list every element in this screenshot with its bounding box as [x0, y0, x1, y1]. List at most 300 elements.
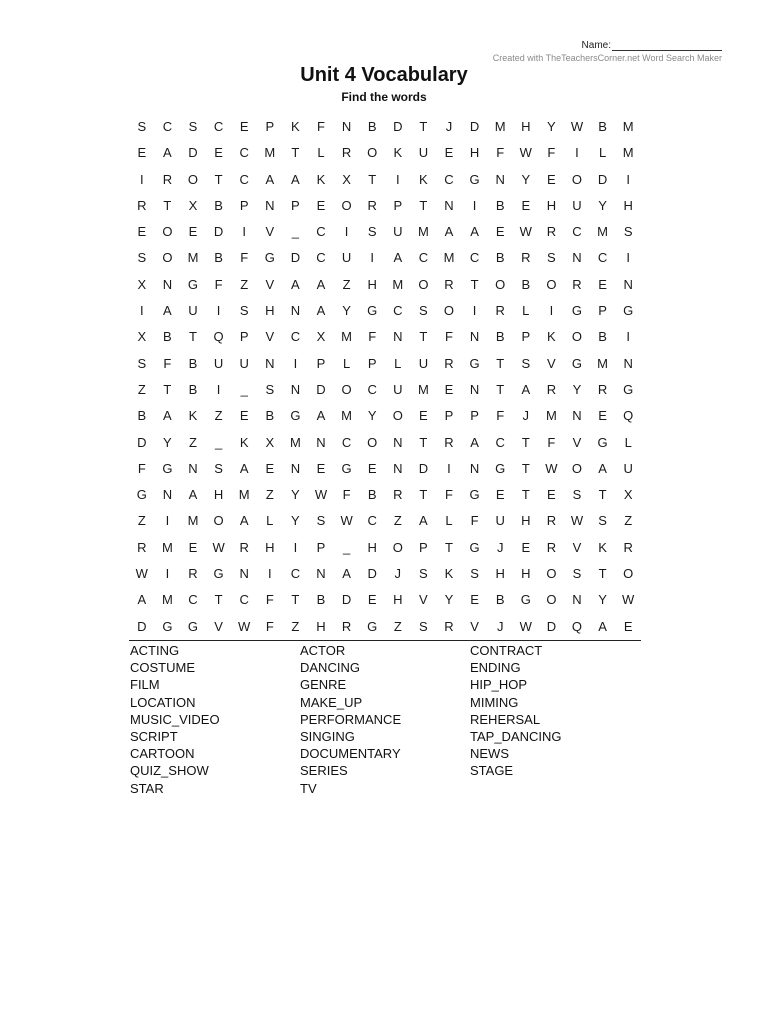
grid-letter: R [137, 197, 147, 213]
grid-letter: P [239, 329, 249, 345]
grid-letter: V [265, 329, 275, 345]
grid-letter: K [188, 408, 198, 424]
grid-letter: Z [214, 408, 223, 424]
grid-letter: G [469, 487, 480, 503]
grid-letter: N [393, 460, 403, 476]
grid-letter: G [469, 171, 480, 187]
grid-letter: H [623, 197, 633, 213]
grid-letter: C [239, 145, 249, 161]
grid-letter: E [598, 276, 607, 292]
grid-letter: F [496, 145, 505, 161]
word-list-item: MAKE_UP [300, 694, 363, 710]
grid-letter: B [214, 197, 223, 213]
grid-letter: E [239, 408, 249, 424]
grid-letter: R [623, 539, 633, 555]
grid-letter: Z [393, 513, 402, 529]
grid-letter: R [162, 171, 173, 187]
grid-letter: M [161, 539, 173, 555]
grid-letter: K [444, 566, 454, 582]
grid-letter: M [443, 250, 455, 266]
grid-letter: N [290, 303, 301, 319]
grid-letter: N [623, 355, 633, 371]
grid-letter: B [367, 119, 377, 134]
grid-letter: A [470, 224, 479, 240]
grid-letter: D [137, 434, 147, 450]
grid-letter: F [137, 460, 146, 476]
grid-letter: S [547, 250, 556, 266]
grid-letter: M [392, 276, 404, 292]
grid-letter: I [575, 145, 579, 161]
grid-letter: F [445, 487, 453, 503]
grid-letter: R [341, 618, 352, 634]
grid-letter: T [496, 355, 505, 371]
grid-letter: W [519, 224, 532, 240]
grid-letter: R [444, 434, 454, 450]
grid-letter: H [546, 197, 557, 213]
grid-letter: C [341, 434, 352, 450]
grid-letter: D [290, 250, 301, 266]
grid-letter: S [598, 513, 607, 529]
grid-letter: M [597, 224, 609, 240]
grid-letter: H [213, 487, 224, 503]
grid-letter: _ [240, 381, 248, 397]
grid-letter: K [598, 539, 607, 555]
grid-letter: V [572, 539, 582, 555]
grid-letter: A [342, 566, 351, 582]
grid-letter: S [239, 303, 249, 319]
grid-letter: T [521, 434, 530, 450]
grid-letter: C [469, 250, 480, 266]
grid-letter: I [626, 250, 630, 266]
word-list-item: COSTUME [130, 660, 195, 676]
grid-letter: I [139, 303, 144, 319]
grid-letter: O [341, 381, 352, 397]
grid-letter: C [290, 329, 301, 345]
grid-letter: A [291, 171, 300, 187]
grid-letter: S [470, 566, 479, 582]
grid-letter: H [265, 303, 275, 319]
grid-letter: G [520, 592, 531, 608]
grid-letter: R [597, 381, 608, 397]
grid-letter: T [163, 381, 172, 397]
word-list-item: DANCING [300, 660, 360, 676]
grid-letter: I [447, 460, 451, 476]
grid-letter: G [597, 434, 608, 450]
grid-letter: R [572, 276, 582, 292]
grid-letter: H [367, 539, 377, 555]
grid-letter: T [291, 145, 300, 161]
grid-letter: R [367, 197, 377, 213]
grid-letter: B [495, 329, 505, 345]
grid-letter: U [213, 355, 224, 371]
grid-letter: H [521, 513, 531, 529]
word-list-item: FILM [130, 677, 160, 693]
grid-letter: K [291, 119, 300, 134]
grid-letter: G [213, 566, 224, 582]
grid-letter: N [188, 460, 198, 476]
grid-letter: G [264, 250, 275, 266]
grid-letter: S [137, 119, 147, 134]
grid-letter: S [572, 487, 582, 503]
grid-letter: T [445, 539, 453, 555]
grid-letter: J [394, 566, 402, 582]
grid-letter: L [317, 145, 325, 161]
letter-grid [129, 114, 641, 640]
grid-letter: O [546, 592, 557, 608]
grid-letter: U [495, 513, 505, 529]
grid-letter: A [598, 460, 607, 476]
grid-letter: I [395, 171, 400, 187]
grid-letter: Y [598, 197, 607, 213]
grid-letter: Q [213, 329, 224, 345]
grid-letter: B [598, 119, 607, 134]
grid-letter: R [444, 276, 454, 292]
grid-letter: D [469, 119, 480, 134]
grid-letter: M [161, 592, 173, 608]
grid-letter: I [293, 539, 298, 555]
grid-letter: H [469, 145, 480, 161]
grid-letter: A [316, 303, 326, 319]
grid-letter: O [392, 539, 403, 555]
grid-letter: P [444, 408, 454, 424]
grid-letter: E [188, 224, 198, 240]
page-title: Unit 4 Vocabulary [300, 64, 468, 86]
grid-letter: C [367, 513, 377, 529]
name-label: Name: [581, 40, 611, 51]
grid-letter: R [546, 513, 557, 529]
grid-letter: R [444, 618, 454, 634]
grid-letter: I [293, 355, 298, 371]
word-list-item: ACTOR [300, 643, 346, 658]
word-list-item: ACTING [130, 643, 180, 658]
grid-letter: V [214, 618, 223, 634]
grid-letter: F [368, 329, 377, 345]
credit-line: Created with TheTeachersCorner.net Word Search Maker [492, 53, 722, 63]
grid-letter: W [519, 145, 532, 161]
grid-letter: K [393, 145, 403, 161]
grid-letter: G [136, 487, 147, 503]
grid-letter: J [496, 618, 504, 634]
grid-letter: S [419, 303, 428, 319]
grid-letter: E [547, 171, 556, 187]
grid-letter: R [546, 381, 557, 397]
grid-letter: N [239, 566, 249, 582]
grid-letter: O [418, 276, 429, 292]
grid-letter: I [139, 171, 144, 187]
grid-letter: L [266, 513, 274, 529]
word-list-item: PERFORMANCE [300, 711, 402, 727]
grid-letter: M [622, 119, 634, 134]
grid-letter: G [187, 276, 199, 292]
grid-letter: _ [291, 224, 299, 240]
grid-letter: A [239, 513, 249, 529]
grid-letter: W [545, 460, 558, 476]
grid-letter: B [265, 408, 275, 424]
grid-letter: W [570, 513, 584, 529]
grid-letter: E [188, 539, 198, 555]
grid-letter: O [623, 566, 634, 582]
grid-letter: M [341, 408, 353, 424]
grid-letter: D [418, 460, 429, 476]
grid-letter: B [495, 197, 505, 213]
grid-letter: B [598, 329, 607, 345]
grid-letter: N [290, 460, 301, 476]
grid-letter: S [188, 119, 198, 134]
grid-letter: X [342, 171, 351, 187]
grid-letter: N [469, 460, 480, 476]
grid-letter: K [547, 329, 556, 345]
grid-letter: E [495, 487, 505, 503]
grid-letter: N [623, 276, 633, 292]
grid-letter: A [419, 513, 428, 529]
grid-letter: Q [623, 408, 634, 424]
grid-letter: C [572, 224, 582, 240]
grid-letter: H [495, 566, 505, 582]
grid-letter: K [419, 171, 428, 187]
grid-letter: T [214, 592, 223, 608]
grid-letter: B [214, 250, 223, 266]
grid-letter: I [344, 224, 349, 240]
grid-letter: M [264, 145, 276, 161]
grid-letter: K [239, 434, 249, 450]
grid-letter: W [570, 119, 584, 134]
grid-letter: F [214, 276, 223, 292]
grid-letter: I [216, 303, 221, 319]
grid-letter: R [341, 145, 352, 161]
name-blank-line [612, 40, 722, 51]
grid-letter: Z [137, 513, 146, 529]
grid-letter: H [521, 566, 531, 582]
grid-letter: C [316, 224, 326, 240]
grid-letter: N [316, 566, 326, 582]
grid-letter: L [522, 303, 530, 319]
word-list-item: SINGING [300, 728, 355, 744]
grid-letter: T [189, 329, 197, 345]
grid-letter: Y [547, 119, 556, 134]
grid-letter: T [521, 487, 530, 503]
grid-letter: L [624, 434, 632, 450]
grid-letter: G [469, 539, 480, 555]
word-list [130, 642, 642, 797]
grid-letter: N [162, 487, 173, 503]
grid-letter: B [188, 355, 198, 371]
grid-letter: D [316, 381, 326, 397]
grid-letter: N [572, 250, 582, 266]
grid-letter: E [598, 408, 607, 424]
grid-letter: C [418, 250, 429, 266]
grid-letter: E [521, 539, 531, 555]
grid-letter: H [521, 119, 531, 134]
word-list-item: STAGE [470, 763, 514, 779]
grid-letter: N [572, 408, 582, 424]
grid-letter: O [162, 224, 173, 240]
grid-letter: N [162, 276, 173, 292]
grid-letter: B [188, 381, 198, 397]
page-subtitle: Find the words [341, 90, 427, 104]
divider [129, 640, 641, 641]
grid-letter: Z [137, 381, 146, 397]
grid-letter: B [137, 408, 147, 424]
grid-letter: H [265, 539, 275, 555]
word-list-item: TV [300, 780, 317, 796]
grid-letter: P [316, 355, 326, 371]
grid-letter: N [265, 355, 275, 371]
word-list-item: MUSIC_VIDEO [130, 711, 220, 727]
grid-letter: I [472, 197, 477, 213]
grid-letter: Y [367, 408, 377, 424]
grid-letter: F [547, 434, 556, 450]
grid-letter: G [367, 618, 378, 634]
grid-letter: W [135, 566, 148, 582]
grid-letter: Z [240, 276, 249, 292]
grid-letter: H [367, 276, 377, 292]
grid-letter: A [188, 487, 198, 503]
grid-letter: A [163, 145, 172, 161]
grid-letter: W [238, 618, 251, 634]
word-list-item: SERIES [300, 763, 348, 779]
grid-letter: I [370, 250, 374, 266]
grid-letter: M [187, 250, 199, 266]
grid-letter: D [188, 145, 198, 161]
word-list-item: STAR [130, 780, 164, 796]
grid-letter: E [137, 145, 147, 161]
grid-letter: Y [598, 592, 607, 608]
grid-letter: X [623, 487, 633, 503]
grid-letter: O [546, 566, 557, 582]
grid-letter: W [314, 487, 328, 503]
grid-letter: D [137, 618, 147, 634]
grid-letter: A [265, 171, 275, 187]
grid-letter: F [317, 119, 325, 134]
grid-letter: C [393, 303, 403, 319]
grid-letter: N [469, 381, 480, 397]
grid-letter: O [341, 197, 352, 213]
word-list-item: NEWS [470, 746, 509, 762]
grid-letter: G [469, 355, 480, 371]
grid-letter: M [545, 408, 557, 424]
grid-letter: T [419, 119, 428, 134]
grid-letter: M [417, 224, 429, 240]
grid-letter: G [623, 303, 634, 319]
grid-letter: W [340, 513, 353, 529]
grid-letter: A [393, 250, 403, 266]
grid-letter: A [470, 434, 479, 450]
grid-letter: E [444, 145, 454, 161]
grid-letter: I [165, 513, 170, 529]
grid-letter: D [546, 618, 557, 634]
grid-letter: S [367, 224, 377, 240]
grid-letter: R [444, 355, 454, 371]
grid-letter: N [393, 329, 403, 345]
grid-letter: A [316, 408, 326, 424]
grid-letter: J [445, 119, 453, 134]
grid-letter: P [367, 355, 377, 371]
grid-letter: X [265, 434, 275, 450]
grid-letter: I [626, 171, 630, 187]
grid-letter: E [521, 197, 531, 213]
grid-letter: A [239, 460, 249, 476]
grid-letter: R [495, 303, 505, 319]
grid-letter: Y [572, 381, 582, 397]
grid-letter: B [163, 329, 172, 345]
grid-letter: A [163, 303, 172, 319]
word-list-item: MIMING [470, 694, 519, 710]
word-list-item: TAP_DANCING [470, 728, 562, 744]
grid-letter: _ [214, 434, 223, 450]
grid-letter: D [367, 566, 377, 582]
grid-letter: E [444, 381, 454, 397]
grid-letter: S [214, 460, 223, 476]
grid-letter: N [469, 329, 480, 345]
grid-letter: G [571, 355, 583, 371]
grid-letter: E [495, 224, 505, 240]
grid-letter: X [316, 329, 326, 345]
grid-letter: P [316, 539, 326, 555]
word-list-item: LOCATION [130, 694, 196, 710]
grid-letter: P [521, 329, 531, 345]
grid-letter: H [316, 618, 326, 634]
grid-letter: M [622, 145, 634, 161]
word-list-item: GENRE [300, 677, 347, 693]
grid-letter: I [472, 303, 477, 319]
grid-letter: E [239, 119, 249, 134]
grid-letter: W [519, 618, 532, 634]
grid-letter: C [239, 592, 249, 608]
grid-letter: U [188, 303, 198, 319]
grid-letter: T [419, 487, 428, 503]
grid-letter: E [316, 197, 326, 213]
grid-letter: J [496, 539, 504, 555]
grid-letter: P [393, 197, 403, 213]
grid-letter: U [623, 460, 633, 476]
grid-letter: C [290, 566, 301, 582]
word-list-item: DOCUMENTARY [300, 746, 401, 762]
grid-letter: L [598, 145, 607, 161]
grid-letter: Y [291, 513, 300, 529]
grid-letter: E [265, 460, 275, 476]
grid-letter: S [419, 618, 428, 634]
grid-letter: N [265, 197, 275, 213]
grid-letter: T [521, 460, 530, 476]
grid-letter: F [163, 355, 172, 371]
grid-letter: X [137, 276, 147, 292]
word-list-item: SCRIPT [130, 728, 178, 744]
grid-letter: N [444, 197, 454, 213]
grid-letter: E [214, 145, 223, 161]
grid-letter: G [367, 303, 378, 319]
grid-letter: R [546, 539, 557, 555]
grid-letter: O [392, 408, 403, 424]
grid-letter: A [137, 592, 147, 608]
grid-letter: V [419, 592, 428, 608]
grid-letter: O [546, 276, 557, 292]
grid-letter: L [394, 355, 402, 371]
grid-letter: N [393, 434, 403, 450]
word-list-item: REHERSAL [470, 711, 541, 727]
grid-letter: E [547, 487, 556, 503]
grid-letter: O [213, 513, 224, 529]
grid-letter: C [239, 171, 249, 187]
grid-letter: T [598, 566, 607, 582]
grid-letter: V [547, 355, 556, 371]
grid-letter: A [291, 276, 300, 292]
grid-letter: I [165, 566, 170, 582]
grid-letter: I [549, 303, 554, 319]
word-list-item: HIP_HOP [470, 677, 528, 693]
grid-letter: T [368, 171, 377, 187]
grid-letter: _ [342, 539, 351, 555]
grid-letter: W [212, 539, 225, 555]
